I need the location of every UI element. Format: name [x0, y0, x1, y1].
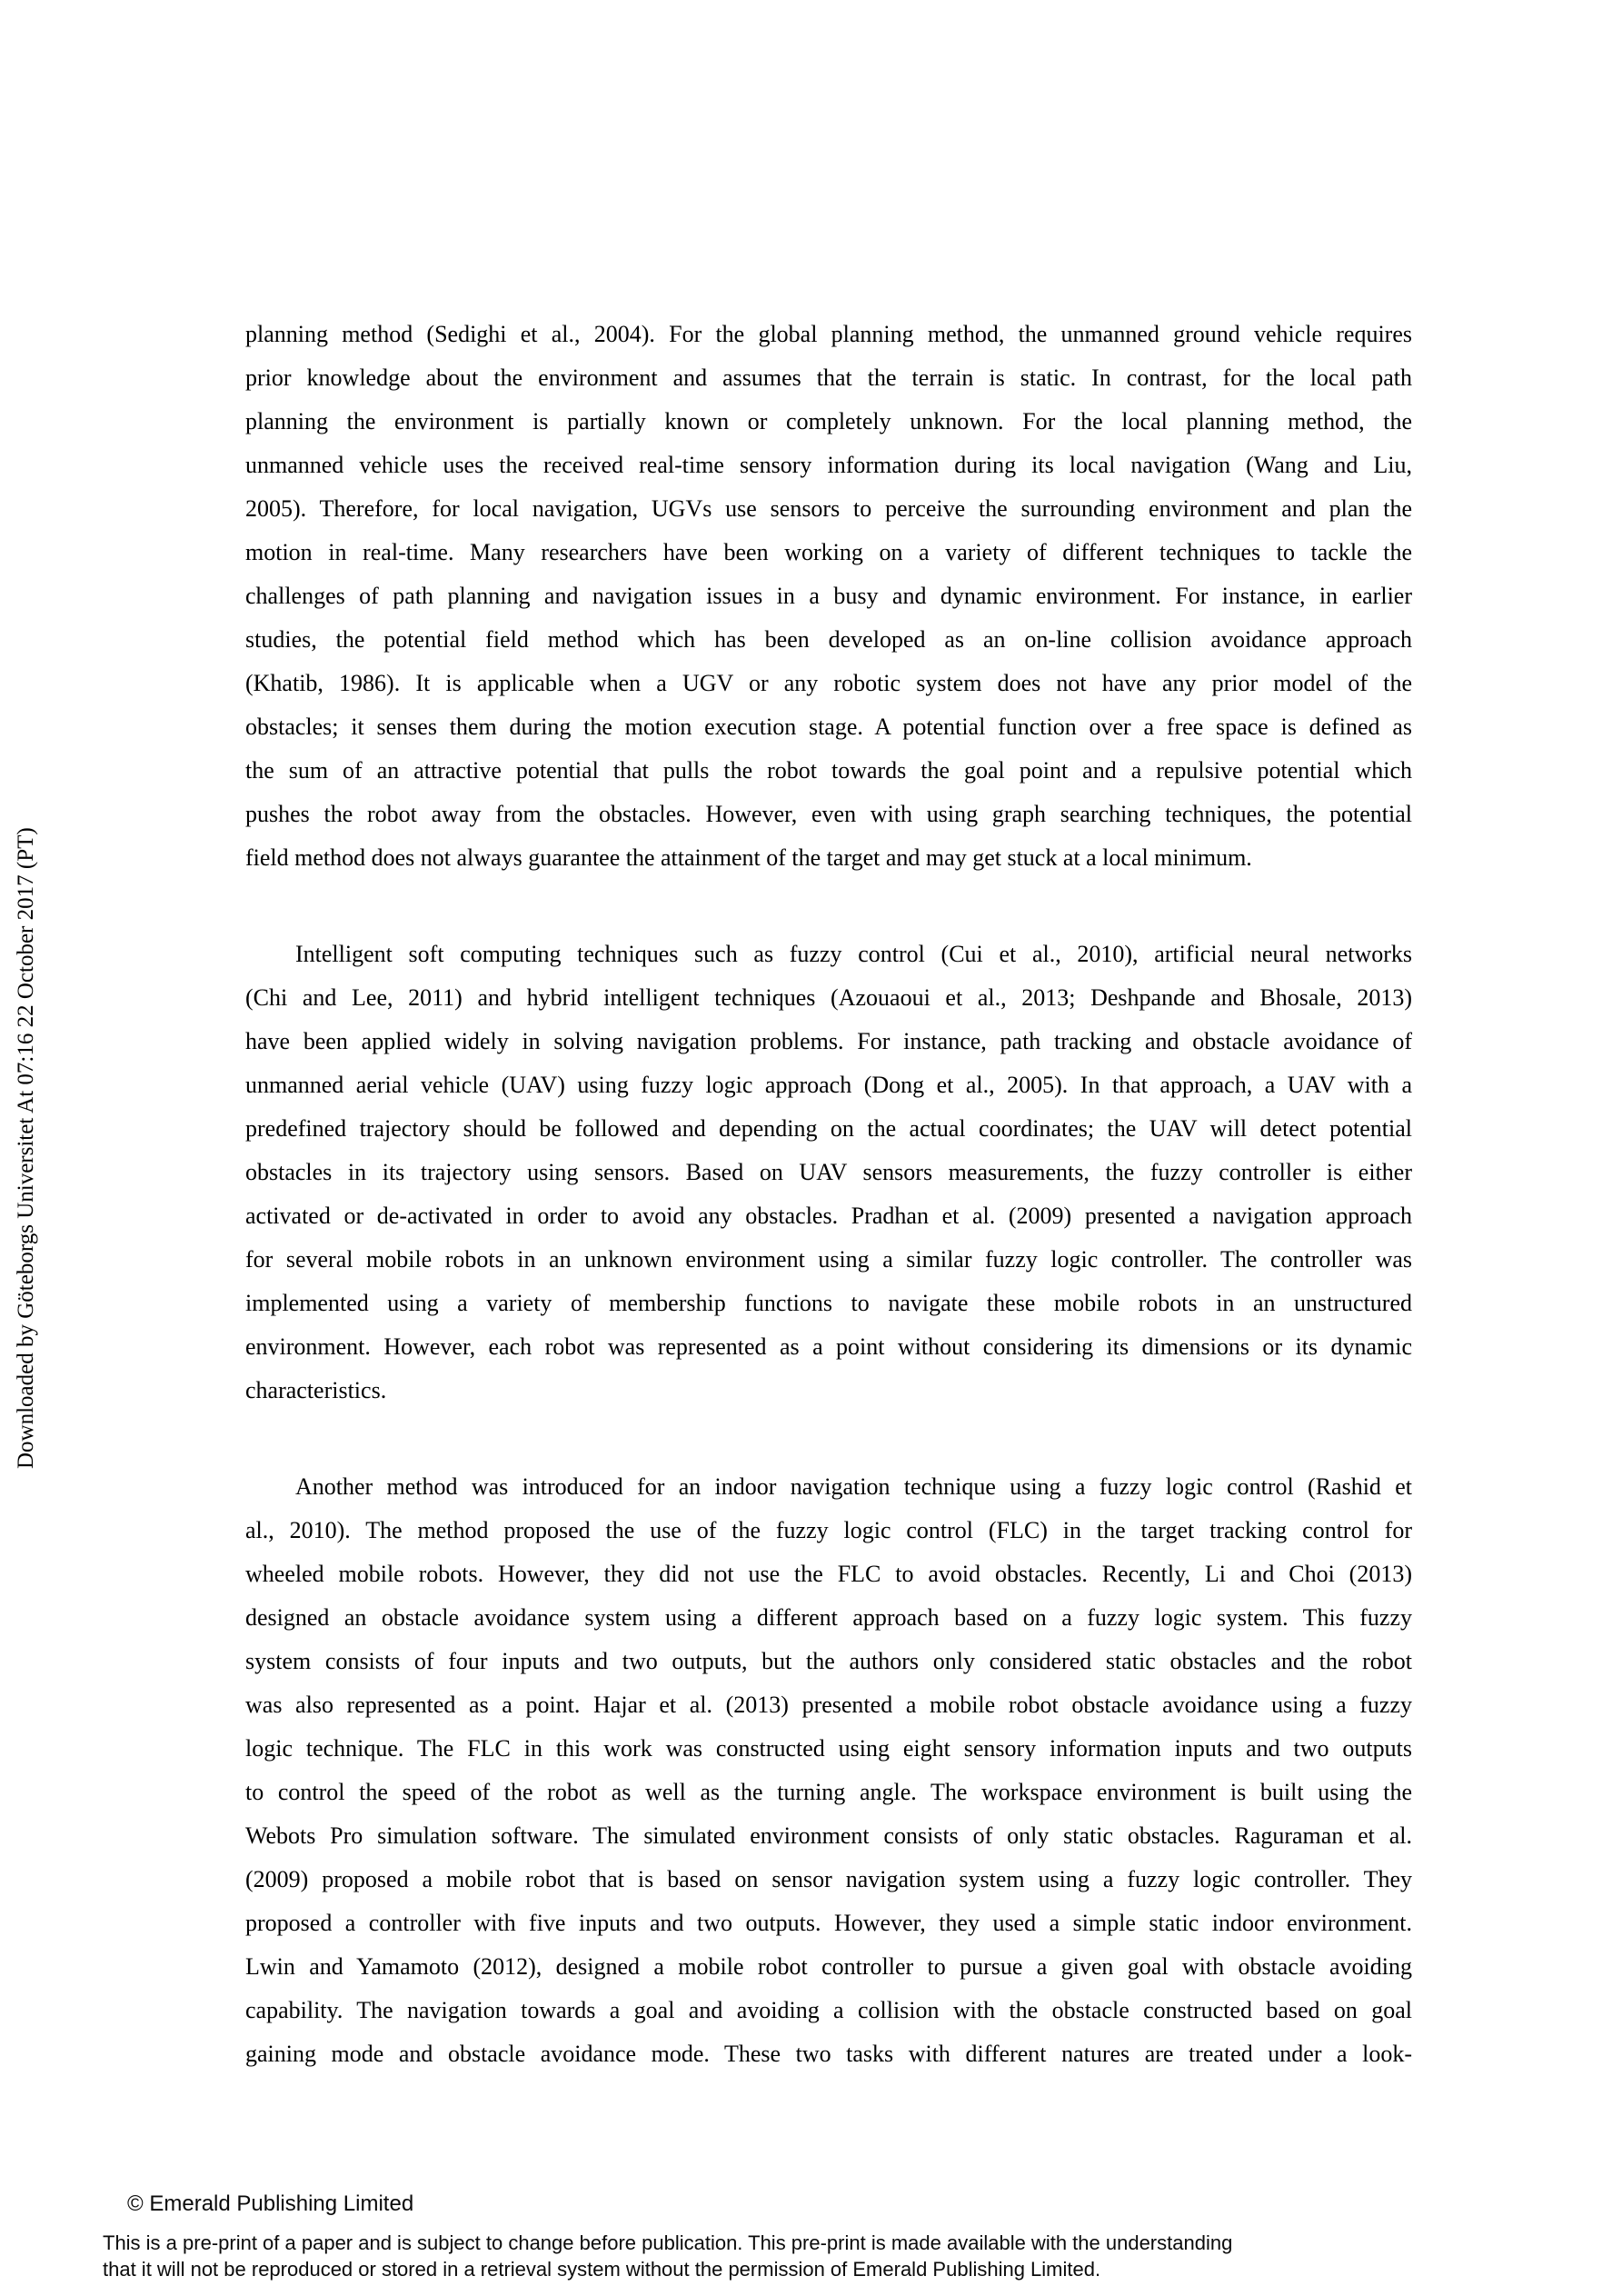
text-line: for several mobile robots in an unknown environment using a similar fuzzy logic controller. The controller was: [245, 1246, 1412, 1273]
text-line: Another method was introduced for an indoor navigation technique using a fuzzy logic control (Rashid et: [295, 1473, 1412, 1500]
body-paragraph: [245, 933, 1412, 1413]
disclaimer-line: that it will not be reproduced or stored in a retrieval system without the permission of Emerald Publishing Limited.: [103, 2258, 1101, 2281]
text-line: logic technique. The FLC in this work was constructed using eight sensory information inputs and two outputs: [245, 1735, 1412, 1762]
text-line: to control the speed of the robot as well as the turning angle. The workspace environment is built using the: [245, 1779, 1412, 1805]
text-line: characteristics.: [245, 1377, 387, 1403]
text-line: motion in real-time. Many researchers have been working on a variety of different techniques to tackle the: [245, 539, 1412, 565]
text-line: pushes the robot away from the obstacles. However, even with using graph searching techniques, the potential: [245, 801, 1412, 827]
disclaimer-line: This is a pre-print of a paper and is subject to change before publication. This pre-print is made available with the understanding: [103, 2231, 1233, 2254]
preprint-disclaimer: [103, 2230, 1232, 2282]
text-line: environment. However, each robot was represented as a point without considering its dimensions or its dynamic: [245, 1333, 1412, 1360]
text-line: planning the environment is partially known or completely unknown. For the local planning method, the: [245, 408, 1412, 434]
text-line: obstacles; it senses them during the motion execution stage. A potential function over a free space is defined as: [245, 714, 1412, 740]
download-stamp: Downloaded by Göteborgs Universitet At 07:16 22 October 2017 (PT): [14, 827, 38, 1469]
body-paragraph: [245, 313, 1412, 880]
body-paragraph: [245, 1465, 1412, 2076]
text-line: Intelligent soft computing techniques such as fuzzy control (Cui et al., 2010), artificial neural networks: [295, 941, 1412, 967]
text-line: was also represented as a point. Hajar et al. (2013) presented a mobile robot obstacle avoidance using a fuzzy: [245, 1692, 1412, 1718]
text-line: (2009) proposed a mobile robot that is based on sensor navigation system using a fuzzy logic controller. They: [245, 1866, 1412, 1892]
text-line: capability. The navigation towards a goal and avoiding a collision with the obstacle constructed based on goal: [245, 1997, 1412, 2023]
text-line: challenges of path planning and navigation issues in a busy and dynamic environment. For instance, in earlier: [245, 583, 1412, 609]
text-line: activated or de-activated in order to avoid any obstacles. Pradhan et al. (2009) presented a navigation approach: [245, 1203, 1412, 1229]
text-line: al., 2010). The method proposed the use of the fuzzy logic control (FLC) in the target tracking control for: [245, 1517, 1412, 1543]
text-line: proposed a controller with five inputs and two outputs. However, they used a simple static indoor environment.: [245, 1910, 1412, 1936]
text-line: obstacles in its trajectory using sensors. Based on UAV sensors measurements, the fuzzy controller is either: [245, 1159, 1412, 1185]
text-line: unmanned vehicle uses the received real-time sensory information during its local navigation (Wang and Liu,: [245, 452, 1412, 478]
text-line: prior knowledge about the environment and assumes that the terrain is static. In contrast, for the local path: [245, 364, 1412, 391]
text-line: have been applied widely in solving navigation problems. For instance, path tracking and obstacle avoidance of: [245, 1028, 1412, 1054]
text-line: field method does not always guarantee the attainment of the target and may get stuck at a local minimum.: [245, 844, 1252, 871]
text-line: wheeled mobile robots. However, they did not use the FLC to avoid obstacles. Recently, Li and Choi (2013): [245, 1561, 1412, 1587]
text-line: planning method (Sedighi et al., 2004). For the global planning method, the unmanned ground vehicle requires: [245, 321, 1412, 347]
text-line: Lwin and Yamamoto (2012), designed a mobile robot controller to pursue a given goal with obstacle avoiding: [245, 1953, 1412, 1980]
copyright-notice: © Emerald Publishing Limited: [127, 2191, 414, 2216]
text-line: predefined trajectory should be followed and depending on the actual coordinates; the UAV will detect potential: [245, 1115, 1412, 1142]
text-line: 2005). Therefore, for local navigation, UGVs use sensors to perceive the surrounding environment and plan the: [245, 495, 1412, 522]
text-line: (Khatib, 1986). It is applicable when a UGV or any robotic system does not have any prior model of the: [245, 670, 1412, 696]
text-line: Webots Pro simulation software. The simulated environment consists of only static obstacles. Raguraman et al.: [245, 1822, 1412, 1849]
text-line: designed an obstacle avoidance system using a different approach based on a fuzzy logic system. This fuzzy: [245, 1604, 1412, 1631]
text-line: implemented using a variety of membership functions to navigate these mobile robots in an unstructured: [245, 1290, 1412, 1316]
text-line: (Chi and Lee, 2011) and hybrid intelligent techniques (Azouaoui et al., 2013; Deshpande and Bhosale, 2013): [245, 984, 1412, 1011]
text-line: the sum of an attractive potential that pulls the robot towards the goal point and a repulsive potential which: [245, 757, 1412, 784]
text-line: gaining mode and obstacle avoidance mode. These two tasks with different natures are treated under a look-: [245, 2041, 1412, 2067]
text-line: studies, the potential field method which has been developed as an on-line collision avoidance approach: [245, 626, 1412, 653]
text-line: system consists of four inputs and two outputs, but the authors only considered static obstacles and the robot: [245, 1648, 1412, 1674]
article-text: [245, 313, 1412, 2129]
text-line: unmanned aerial vehicle (UAV) using fuzzy logic approach (Dong et al., 2005). In that approach, a UAV with a: [245, 1072, 1412, 1098]
